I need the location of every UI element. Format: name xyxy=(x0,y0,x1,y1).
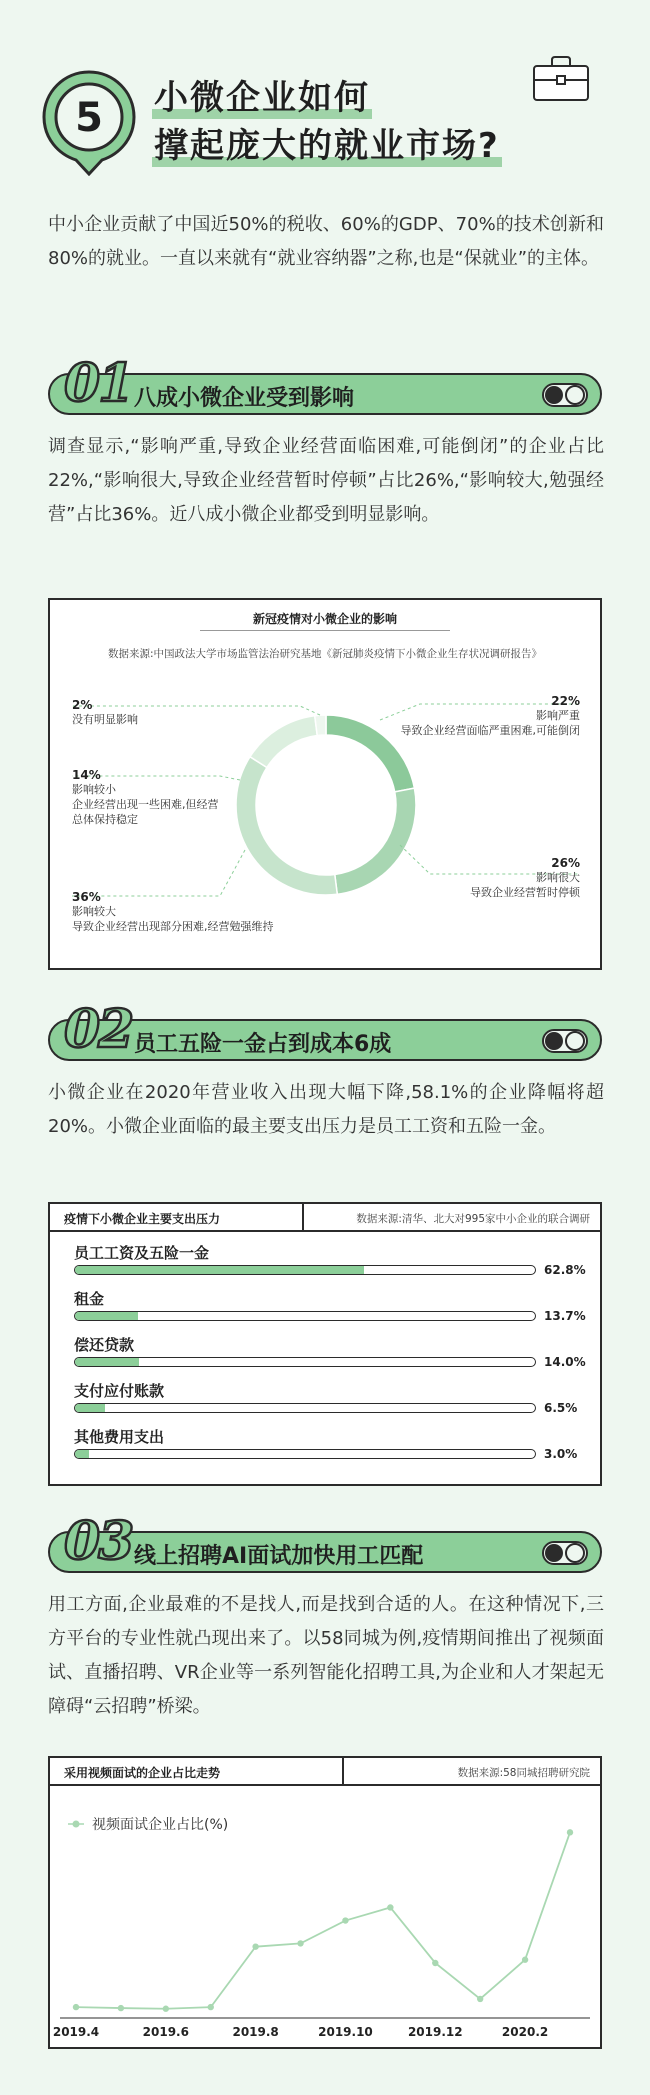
bar-category-label: 员工工资及五险一金 xyxy=(74,1244,210,1262)
legend-marker xyxy=(73,1821,80,1828)
slice-desc: 企业经营出现一些困难,但经营总体保持稳定 xyxy=(72,798,219,826)
bar-track xyxy=(74,1311,536,1321)
donut-slice xyxy=(236,757,337,895)
bar-category-label: 其他费用支出 xyxy=(74,1428,165,1446)
bar xyxy=(75,1312,138,1320)
series-line xyxy=(76,1832,570,2008)
bar-value-label: 3.0% xyxy=(544,1447,578,1461)
data-point xyxy=(432,1960,438,1966)
section-03-paragraph: 用工方面,企业最难的不是找人,而是找到合适的人。在这种情况下,三方平台的专业性就凸现出来了。以58同城为例,疫情期间推出了视频面试、直播招聘、VR企业等一系列智能化招聘工具,为企业和人才架起无障碍“云招聘”桥梁。 xyxy=(48,1594,604,1717)
data-point xyxy=(208,2004,214,2010)
data-point xyxy=(297,1940,303,1946)
section-number: 03 xyxy=(64,1511,133,1572)
slice-name: 影响较小 xyxy=(72,783,116,796)
data-point xyxy=(567,1829,573,1835)
header-divider xyxy=(302,1204,304,1232)
bar-track xyxy=(74,1403,536,1413)
bar-value-label: 14.0% xyxy=(544,1355,586,1369)
bar xyxy=(75,1358,139,1366)
bar-track xyxy=(74,1449,536,1459)
bar-value-label: 62.8% xyxy=(544,1263,586,1277)
chart-title: 疫情下小微企业主要支出压力 xyxy=(64,1212,221,1226)
bar xyxy=(75,1450,89,1458)
bar-list xyxy=(50,1242,600,1482)
slice-name: 影响较大 xyxy=(72,905,116,918)
chart-title: 采用视频面试的企业占比走势 xyxy=(64,1766,221,1780)
data-point xyxy=(342,1917,348,1923)
slice-desc: 导致企业经营面临严重困难,可能倒闭 xyxy=(400,724,580,737)
toggle-icon xyxy=(542,1029,588,1053)
slice-pct: 14% xyxy=(72,768,101,782)
data-point xyxy=(252,1943,258,1949)
page-title-line2: 撑起庞大的就业市场? xyxy=(152,118,502,167)
data-point xyxy=(522,1957,528,1963)
slice-desc: 导致企业经营出现部分困难,经营勉强维持 xyxy=(72,920,274,933)
bar-chart-box xyxy=(48,1202,602,1486)
x-tick-label: 2019.8 xyxy=(232,2025,279,2039)
x-tick-label: 2019.12 xyxy=(407,2025,463,2039)
x-tick-label: 2019.10 xyxy=(318,2025,373,2039)
section-02-banner xyxy=(48,999,602,1061)
bar-category-label: 偿还贷款 xyxy=(74,1336,135,1354)
slice-pct: 2% xyxy=(72,698,93,712)
bar-track xyxy=(74,1265,536,1275)
data-point xyxy=(163,2006,169,2012)
slice-pct: 22% xyxy=(551,694,580,708)
section-01-banner xyxy=(48,353,602,415)
x-tick-label: 2019.4 xyxy=(52,2025,100,2039)
slice-pct: 26% xyxy=(551,856,580,870)
chart-source: 数据来源:清华、北大对995家中小企业的联合调研 xyxy=(356,1213,590,1225)
data-point xyxy=(477,1996,483,2002)
section-03-banner xyxy=(48,1511,602,1573)
line-chart xyxy=(50,1786,600,2047)
header-divider xyxy=(342,1758,344,1786)
chart-title: 新冠疫情对小微企业的影响 xyxy=(252,612,397,626)
section-number: 01 xyxy=(64,353,133,414)
bar xyxy=(75,1266,364,1274)
bar xyxy=(75,1404,105,1412)
section-number-badge xyxy=(40,68,138,176)
donut-chart-box xyxy=(48,598,602,970)
briefcase-icon xyxy=(532,54,590,102)
legend-label: 视频面试企业占比(%) xyxy=(92,1817,229,1833)
data-point xyxy=(118,2005,124,2011)
x-tick-label: 2020.2 xyxy=(501,2025,549,2039)
slice-name: 影响很大 xyxy=(536,871,580,884)
slice-name: 影响严重 xyxy=(536,709,580,722)
slice-label-22pct xyxy=(380,694,580,738)
bar-value-label: 6.5% xyxy=(544,1401,578,1415)
bar-value-label: 13.7% xyxy=(544,1309,586,1323)
slice-label-36pct xyxy=(72,890,274,934)
chart-source: 数据来源:中国政法大学市场监管法治研究基地《新冠肺炎疫情下小微企业生存状况调研报告》 xyxy=(107,648,543,660)
section-title: 线上招聘AI面试加快用工匹配 xyxy=(134,1544,424,1569)
page-title-line1: 小微企业如何 xyxy=(152,70,372,119)
bar-category-label: 支付应付账款 xyxy=(74,1382,165,1400)
section-01-paragraph: 调查显示,“影响严重,导致企业经营面临困难,可能倒闭”的企业占比22%,“影响很大,导致企业经营暂时停顿”占比26%,“影响较大,勉强经营”占比36%。近八成小微企业都受到明显影响。 xyxy=(48,436,604,525)
section-title: 员工五险一金占到成本6成 xyxy=(134,1032,392,1057)
x-tick-label: 2019.6 xyxy=(142,2025,189,2039)
donut-slice xyxy=(315,715,326,736)
slice-label-26pct xyxy=(380,856,580,900)
section-02-paragraph: 小微企业在2020年营业收入出现大幅下降,58.1%的企业降幅将超20%。小微企业面临的最主要支出压力是员工工资和五险一金。 xyxy=(48,1082,604,1137)
data-point xyxy=(73,2004,79,2010)
line-chart-box xyxy=(48,1756,602,2049)
slice-label-2pct xyxy=(72,698,138,727)
bar-track xyxy=(74,1357,536,1367)
intro-paragraph: 中小企业贡献了中国近50%的税收、60%的GDP、70%的技术创新和80%的就业。一直以来就有“就业容纳器”之称,也是“保就业”的主体。 xyxy=(48,214,604,269)
data-point xyxy=(387,1904,393,1910)
section-number: 02 xyxy=(64,999,133,1060)
bar-category-label: 租金 xyxy=(74,1290,105,1308)
donut-slice xyxy=(250,716,317,768)
slice-pct: 36% xyxy=(72,890,101,904)
section-title: 八成小微企业受到影响 xyxy=(134,386,355,411)
toggle-icon xyxy=(542,1541,588,1565)
toggle-icon xyxy=(542,383,588,407)
badge-number: 5 xyxy=(75,95,103,141)
slice-name: 没有明显影响 xyxy=(72,713,138,726)
chart-source: 数据来源:58同城招聘研究院 xyxy=(457,1767,590,1779)
slice-desc: 导致企业经营暂时停顿 xyxy=(470,886,580,899)
slice-label-14pct xyxy=(72,768,222,827)
